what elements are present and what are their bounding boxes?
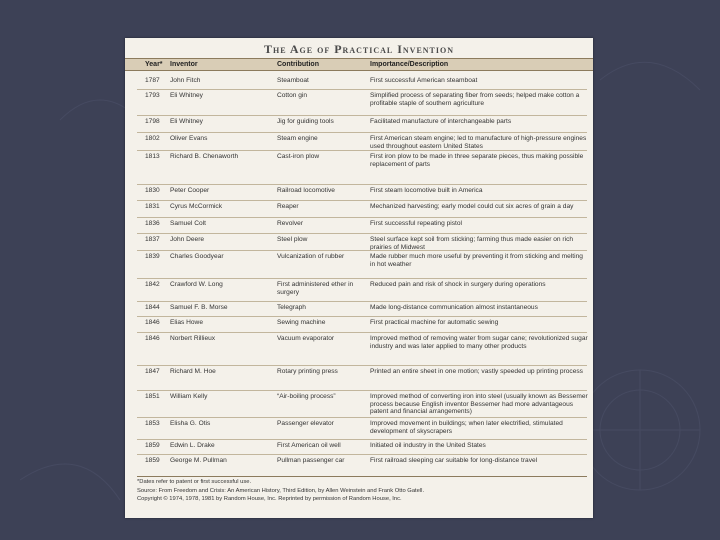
cell-contribution: First American oil well [277,442,341,449]
cell-inventor: Norbert Rillieux [170,335,216,342]
cell-inventor: John Fitch [170,77,201,84]
row-divider [137,278,587,279]
row-divider [137,365,587,366]
cell-contribution: First administered ether in surgery [277,281,354,296]
cell-importance: Made long-distance communication almost instantaneous [370,304,538,311]
cell-year: 1859 [145,457,160,464]
header-inventor: Inventor [170,61,198,68]
cell-importance: Improved movement in buildings; when later electrified, stimulated development of skyscrapers [370,420,563,435]
row-divider [137,332,587,333]
cell-importance: First steam locomotive built in America [370,187,483,194]
row-divider [137,233,587,234]
cell-inventor: John Deere [170,236,205,243]
cell-year: 1793 [145,92,160,99]
cell-contribution: Cast-iron plow [277,153,320,160]
cell-contribution: Telegraph [277,304,306,311]
table-title: The Age of Practical Invention [263,42,455,56]
footnote: *Dates refer to patent or first successful use. [137,479,252,485]
row-divider [137,217,587,218]
row-divider [137,316,587,317]
cell-importance: Initiated oil industry in the United States [370,442,486,449]
cell-year: 1839 [145,253,160,260]
cell-contribution: Revolver [277,220,304,227]
cell-contribution: Rotary printing press [277,368,338,375]
cell-year: 1787 [145,77,160,84]
invention-table-sheet [125,38,593,518]
cell-year: 1847 [145,368,160,375]
row-divider [137,439,587,440]
cell-year: 1798 [145,118,160,125]
cell-contribution: Vacuum evaporator [277,335,335,342]
cell-year: 1853 [145,420,160,427]
cell-inventor: Edwin L. Drake [170,442,215,449]
table-header [125,58,593,71]
cell-contribution: Jig for guiding tools [277,118,334,125]
header-importance: Importance/Description [370,61,449,68]
source-line: Source: From Freedom and Crisis: An American History, Third Edition, by Allen Weinstein and Frank Otto Gatell. [137,488,425,494]
cell-importance: Improved method of removing water from sugar cane; revolutionized sugar industry and was later applied to many other products [370,335,588,350]
cell-importance: Improved method of converting iron into steel (usually known as Bessemer process because English inventor Bessemer had more advantageous patent and financial arrangements) [370,393,588,415]
cell-year: 1831 [145,203,160,210]
cell-importance: Simplified process of separating fiber from seeds; helped make cotton a profitable staple of southern agriculture [370,92,580,107]
cell-inventor: Richard B. Chenaworth [170,153,239,160]
cell-year: 1830 [145,187,160,194]
cell-inventor: Eli Whitney [170,118,203,125]
cell-contribution: Pullman passenger car [277,457,345,464]
cell-importance: Facilitated manufacture of interchangeable parts [370,118,512,125]
cell-contribution: Steam engine [277,135,318,142]
row-divider [137,115,587,116]
row-divider [137,454,587,455]
cell-importance: First American steam engine; led to manufacture of high-pressure engines used throughout eastern United States [370,135,587,150]
cell-importance: Reduced pain and risk of shock in surgery during operations [370,281,546,288]
header-year: Year* [145,61,163,68]
cell-importance: First practical machine for automatic sewing [370,319,499,326]
cell-inventor: William Kelly [170,393,208,400]
cell-inventor: Elisha G. Otis [170,420,211,427]
cell-importance: Made rubber much more useful by preventing it from sticking and melting in hot weather [370,253,583,268]
cell-importance: Printed an entire sheet in one motion; vastly speeded up printing process [370,368,583,375]
cell-importance: First successful repeating pistol [370,220,462,227]
cell-inventor: Oliver Evans [170,135,208,142]
cell-contribution: Reaper [277,203,299,210]
row-divider [137,150,587,151]
cell-inventor: Cyrus McCormick [170,203,223,210]
cell-contribution: Sewing machine [277,319,326,326]
cell-year: 1851 [145,393,160,400]
header-contribution: Contribution [277,61,319,68]
cell-year: 1842 [145,281,160,288]
cell-year: 1813 [145,153,160,160]
cell-inventor: Richard M. Hoe [170,368,216,375]
cell-year: 1846 [145,335,160,342]
cell-year: 1837 [145,236,160,243]
cell-year: 1844 [145,304,160,311]
cell-year: 1802 [145,135,160,142]
cell-inventor: Charles Goodyear [170,253,224,260]
cell-inventor: Samuel Colt [170,220,206,227]
row-divider [137,200,587,201]
copyright-line: Copyright © 1974, 1978, 1981 by Random House, Inc. Reprinted by permission of Random House, Inc. [137,496,402,502]
cell-contribution: “Air-boiling process” [277,393,336,400]
row-divider [137,89,587,90]
cell-contribution: Steel plow [277,236,308,243]
cell-contribution: Vulcanization of rubber [277,253,345,260]
cell-contribution: Passenger elevator [277,420,334,427]
cell-inventor: Samuel F. B. Morse [170,304,228,311]
row-divider [137,250,587,251]
cell-inventor: George M. Pullman [170,457,227,464]
cell-year: 1859 [145,442,160,449]
row-divider [137,301,587,302]
cell-importance: First railroad sleeping car suitable for long-distance travel [370,457,538,464]
cell-contribution: Railroad locomotive [277,187,335,194]
row-divider [137,132,587,133]
cell-inventor: Peter Cooper [170,187,210,194]
cell-year: 1846 [145,319,160,326]
row-divider [137,390,587,391]
cell-inventor: Eli Whitney [170,92,203,99]
cell-year: 1836 [145,220,160,227]
cell-importance: Steel surface kept soil from sticking; farming thus made easier on rich prairies of Midwest [370,236,574,251]
cell-importance: Mechanized harvesting; early model could cut six acres of grain a day [370,203,574,210]
cell-importance: First successful American steamboat [370,77,478,84]
row-divider [137,417,587,418]
cell-inventor: Crawford W. Long [170,281,223,288]
cell-contribution: Cotton gin [277,92,308,99]
row-divider [137,184,587,185]
cell-contribution: Steamboat [277,77,309,84]
cell-importance: First iron plow to be made in three separate pieces, thus making possible replacement of parts [370,153,584,168]
footer-divider [137,476,587,477]
cell-inventor: Elias Howe [170,319,203,326]
